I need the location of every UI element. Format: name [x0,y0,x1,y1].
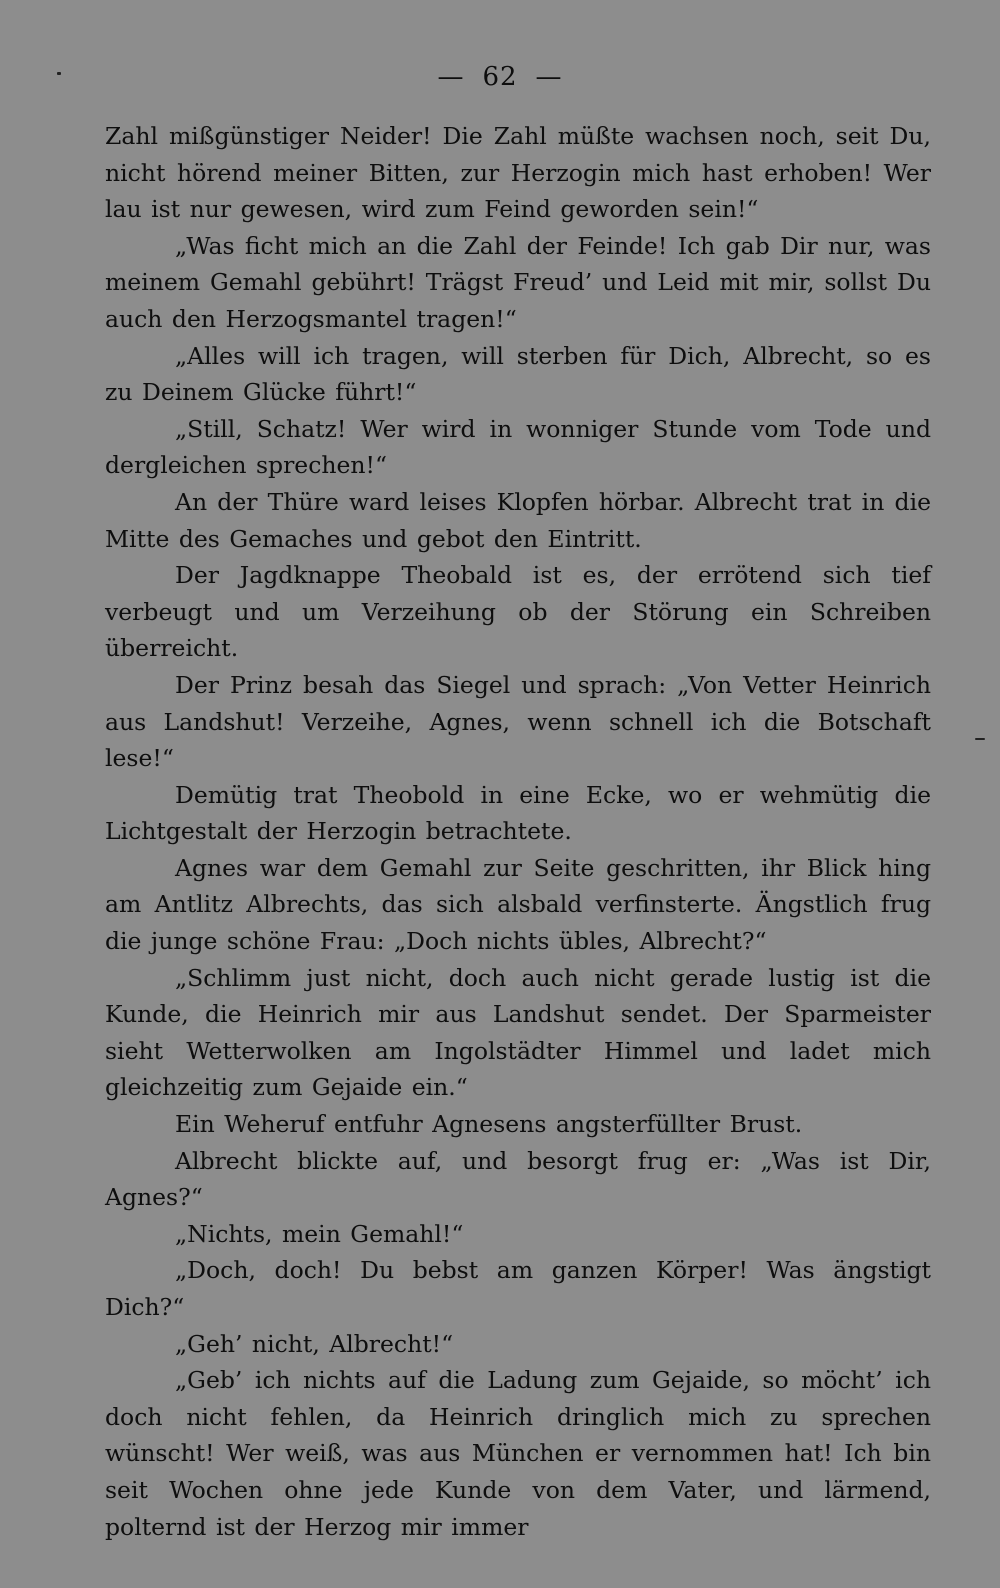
paragraph: „Schlimm just nicht, doch auch nicht gerade lustig ist die Kunde, die Heinrich mir aus Landshut sendet. Der Sparmeister sieht Wetterwolken am Ingolstädter Himmel und ladet mich gleichzeitig zum Gejaide ein.“ [105,963,931,1102]
print-speck [975,738,985,740]
paragraph: Der Prinz besah das Siegel und sprach: „Von Vetter Heinrich aus Landshut! Verzeihe, Agnes, wenn schnell ich die Botschaft lese!“ [105,670,931,773]
paragraph: „Was ficht mich an die Zahl der Feinde! Ich gab Dir nur, was meinem Gemahl gebührt! Trägst Freud’ und Leid mit mir, sollst Du auch den Herzogsmantel tragen!“ [105,231,931,333]
paragraph: Albrecht blickte auf, und besorgt frug er: „Was ist Dir, Agnes?“ [105,1146,931,1212]
paragraph: Zahl mißgünstiger Neider! Die Zahl müßte wachsen noch, seit Du, nicht hörend meiner Bitten, zur Herzogin mich hast erhoben! Wer lau ist nur gewesen, wird zum Feind geworden sein!“ [105,122,931,224]
page-number-dash-right: — [535,62,563,92]
paragraph: Der Jagdknappe Theobald ist es, der errötend sich tief verbeugt und um Verzeihung ob der Störung ein Schreiben überreicht. [105,561,931,663]
print-speck [57,72,61,75]
paragraph: „Geb’ ich nichts auf die Ladung zum Gejaide, so möcht’ ich doch nicht fehlen, da Heinrich dringlich mich zu sprechen wünscht! Wer weiß, was aus München er vernommen hat! Ich bin seit Wochen ohne jede Kunde von dem Vater, und lärmend, polternd ist der Herzog mir immer [105,1366,931,1541]
paragraph: „Nichts, mein Gemahl!“ [175,1219,464,1248]
page-number-header [0,60,1000,94]
paragraph: „Alles will ich tragen, will sterben für Dich, Albrecht, so es zu Deinem Glücke führt!“ [105,341,931,407]
paragraph: „Geh’ nicht, Albrecht!“ [175,1329,454,1358]
paragraph: „Doch, doch! Du bebst am ganzen Körper! Was ängstigt Dich?“ [105,1256,931,1321]
paragraph: „Still, Schatz! Wer wird in wonniger Stunde vom Tode und dergleichen sprechen!“ [105,414,931,480]
page-number: 62 [482,62,518,92]
page-number-dash-left: — [437,62,465,92]
paragraph: Ein Weheruf entfuhr Agnesens angsterfüllter Brust. [175,1110,803,1139]
body-text [105,118,931,1545]
paragraph: Agnes war dem Gemahl zur Seite geschritten, ihr Blick hing am Antlitz Albrechts, das sich alsbald verfinsterte. Ängstlich frug die junge schöne Frau: „Doch nichts übles, Albrecht?“ [105,853,931,956]
paragraph: An der Thüre ward leises Klopfen hörbar. Albrecht trat in die Mitte des Gemaches und gebot den Eintritt. [105,487,931,553]
paragraph: Demütig trat Theobold in eine Ecke, wo er wehmütig die Lichtgestalt der Herzogin betrachtete. [105,780,931,846]
